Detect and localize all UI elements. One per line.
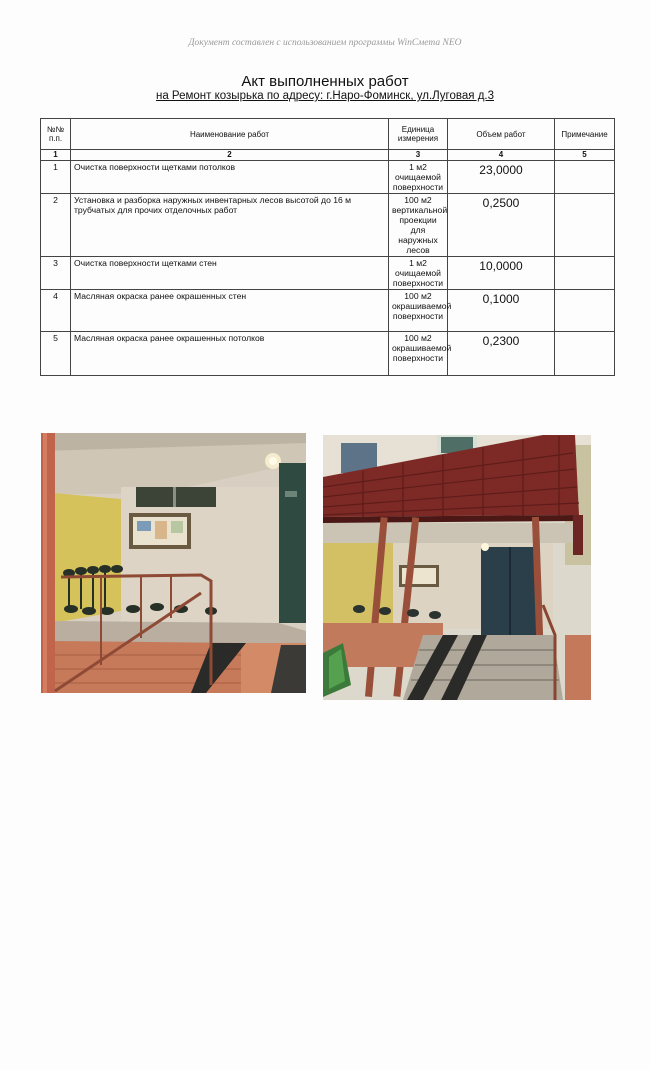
row-volume: 23,0000 [448, 161, 555, 194]
works-table [40, 118, 615, 376]
header-note: Примечание [555, 119, 615, 150]
row-note [555, 290, 615, 332]
row-name: Масляная окраска ранее окрашенных стен [71, 290, 389, 332]
header-unit: Единица измерения [389, 119, 448, 150]
column-number: 2 [71, 150, 389, 161]
row-num: 4 [41, 290, 71, 332]
table-header-row [41, 119, 615, 150]
table-row [41, 290, 615, 332]
header-volume: Объем работ [448, 119, 555, 150]
row-name: Масляная окраска ранее окрашенных потолков [71, 332, 389, 376]
row-note [555, 161, 615, 194]
header-num: №№ п.п. [41, 119, 71, 150]
column-number: 3 [389, 150, 448, 161]
column-number: 5 [555, 150, 615, 161]
table-row [41, 332, 615, 376]
row-num: 2 [41, 194, 71, 257]
table-row [41, 194, 615, 257]
row-unit: 1 м2 очищаемой поверхности [389, 257, 448, 290]
document-subtitle: на Ремонт козырька по адресу: г.Наро-Фоминск, ул.Луговая д.3 [155, 90, 494, 102]
row-volume: 10,0000 [448, 257, 555, 290]
row-unit: 100 м2 окрашиваемой поверхности [389, 290, 448, 332]
porch-photo-right [323, 435, 591, 700]
row-unit: 100 м2 вертикальной проекции для наружных лесов [389, 194, 448, 257]
row-num: 1 [41, 161, 71, 194]
table-row [41, 161, 615, 194]
row-num: 5 [41, 332, 71, 376]
document-title: Акт выполненных работ [241, 73, 409, 90]
column-number: 1 [41, 150, 71, 161]
column-number-row [41, 150, 615, 161]
row-volume: 0,2500 [448, 194, 555, 257]
row-name: Очистка поверхности щетками потолков [71, 161, 389, 194]
row-note [555, 257, 615, 290]
row-unit: 1 м2 очищаемой поверхности [389, 161, 448, 194]
header-name: Наименование работ [71, 119, 389, 150]
row-note [555, 194, 615, 257]
row-num: 3 [41, 257, 71, 290]
row-name: Очистка поверхности щетками стен [71, 257, 389, 290]
column-number: 4 [448, 150, 555, 161]
row-note [555, 332, 615, 376]
row-volume: 0,1000 [448, 290, 555, 332]
software-watermark: Документ составлен с использованием программы WinСмета NEO [188, 38, 462, 48]
row-name: Установка и разборка наружных инвентарных лесов высотой до 16 м трубчатых для прочих отделочных работ [71, 194, 389, 257]
porch-photo-left [41, 433, 306, 693]
row-volume: 0,2300 [448, 332, 555, 376]
table-row [41, 257, 615, 290]
row-unit: 100 м2 окрашиваемой поверхности [389, 332, 448, 376]
